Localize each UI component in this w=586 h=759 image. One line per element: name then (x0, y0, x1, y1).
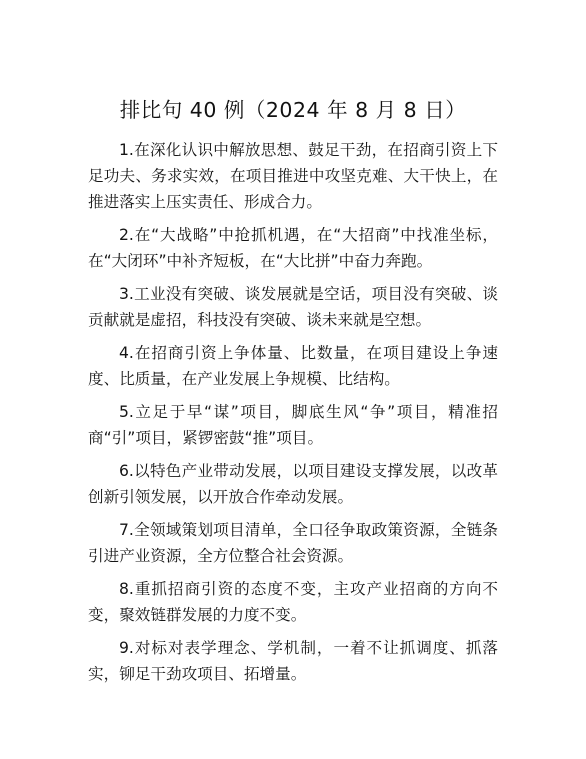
paragraph-4: 4.在招商引资上争体量、比数量，在项目建设上争速度、比质量，在产业发展上争规模、比结构。 (88, 344, 498, 388)
paragraph-7: 7.全领域策划项目清单，全口径争取政策资源，全链条引进产业资源，全方位整合社会资源。 (88, 521, 498, 565)
paragraph-1: 1.在深化认识中解放思想、鼓足干劲，在招商引资上下足功夫、务求实效，在项目推进中攻坚克难、大干快上，在推进落实上压实责任、形成合力。 (88, 141, 498, 211)
paragraph-9: 9.对标对表学理念、学机制，一着不让抓调度、抓落实，铆足干劲攻项目、拓增量。 (88, 639, 498, 683)
paragraph-2: 2.在“大战略”中抢抓机遇，在“大招商”中找准坐标，在“大闭环”中补齐短板，在“大比拼”中奋力奔跑。 (88, 226, 498, 270)
paragraph-5: 5.立足于早“谋”项目，脚底生风“争”项目，精准招商“引”项目，紧锣密鼓“推”项目。 (88, 403, 498, 447)
document-body (88, 137, 498, 694)
paragraph-6: 6.以特色产业带动发展，以项目建设支撑发展，以改革创新引领发展，以开放合作牵动发展。 (88, 462, 498, 506)
document-title: 排比句 40 例（2024 年 8 月 8 日） (119, 98, 467, 122)
paragraph-8: 8.重抓招商引资的态度不变，主攻产业招商的方向不变，聚效链群发展的力度不变。 (88, 580, 498, 624)
paragraph-3: 3.工业没有突破、谈发展就是空话，项目没有突破、谈贡献就是虚招，科技没有突破、谈未来就是空想。 (88, 285, 498, 329)
